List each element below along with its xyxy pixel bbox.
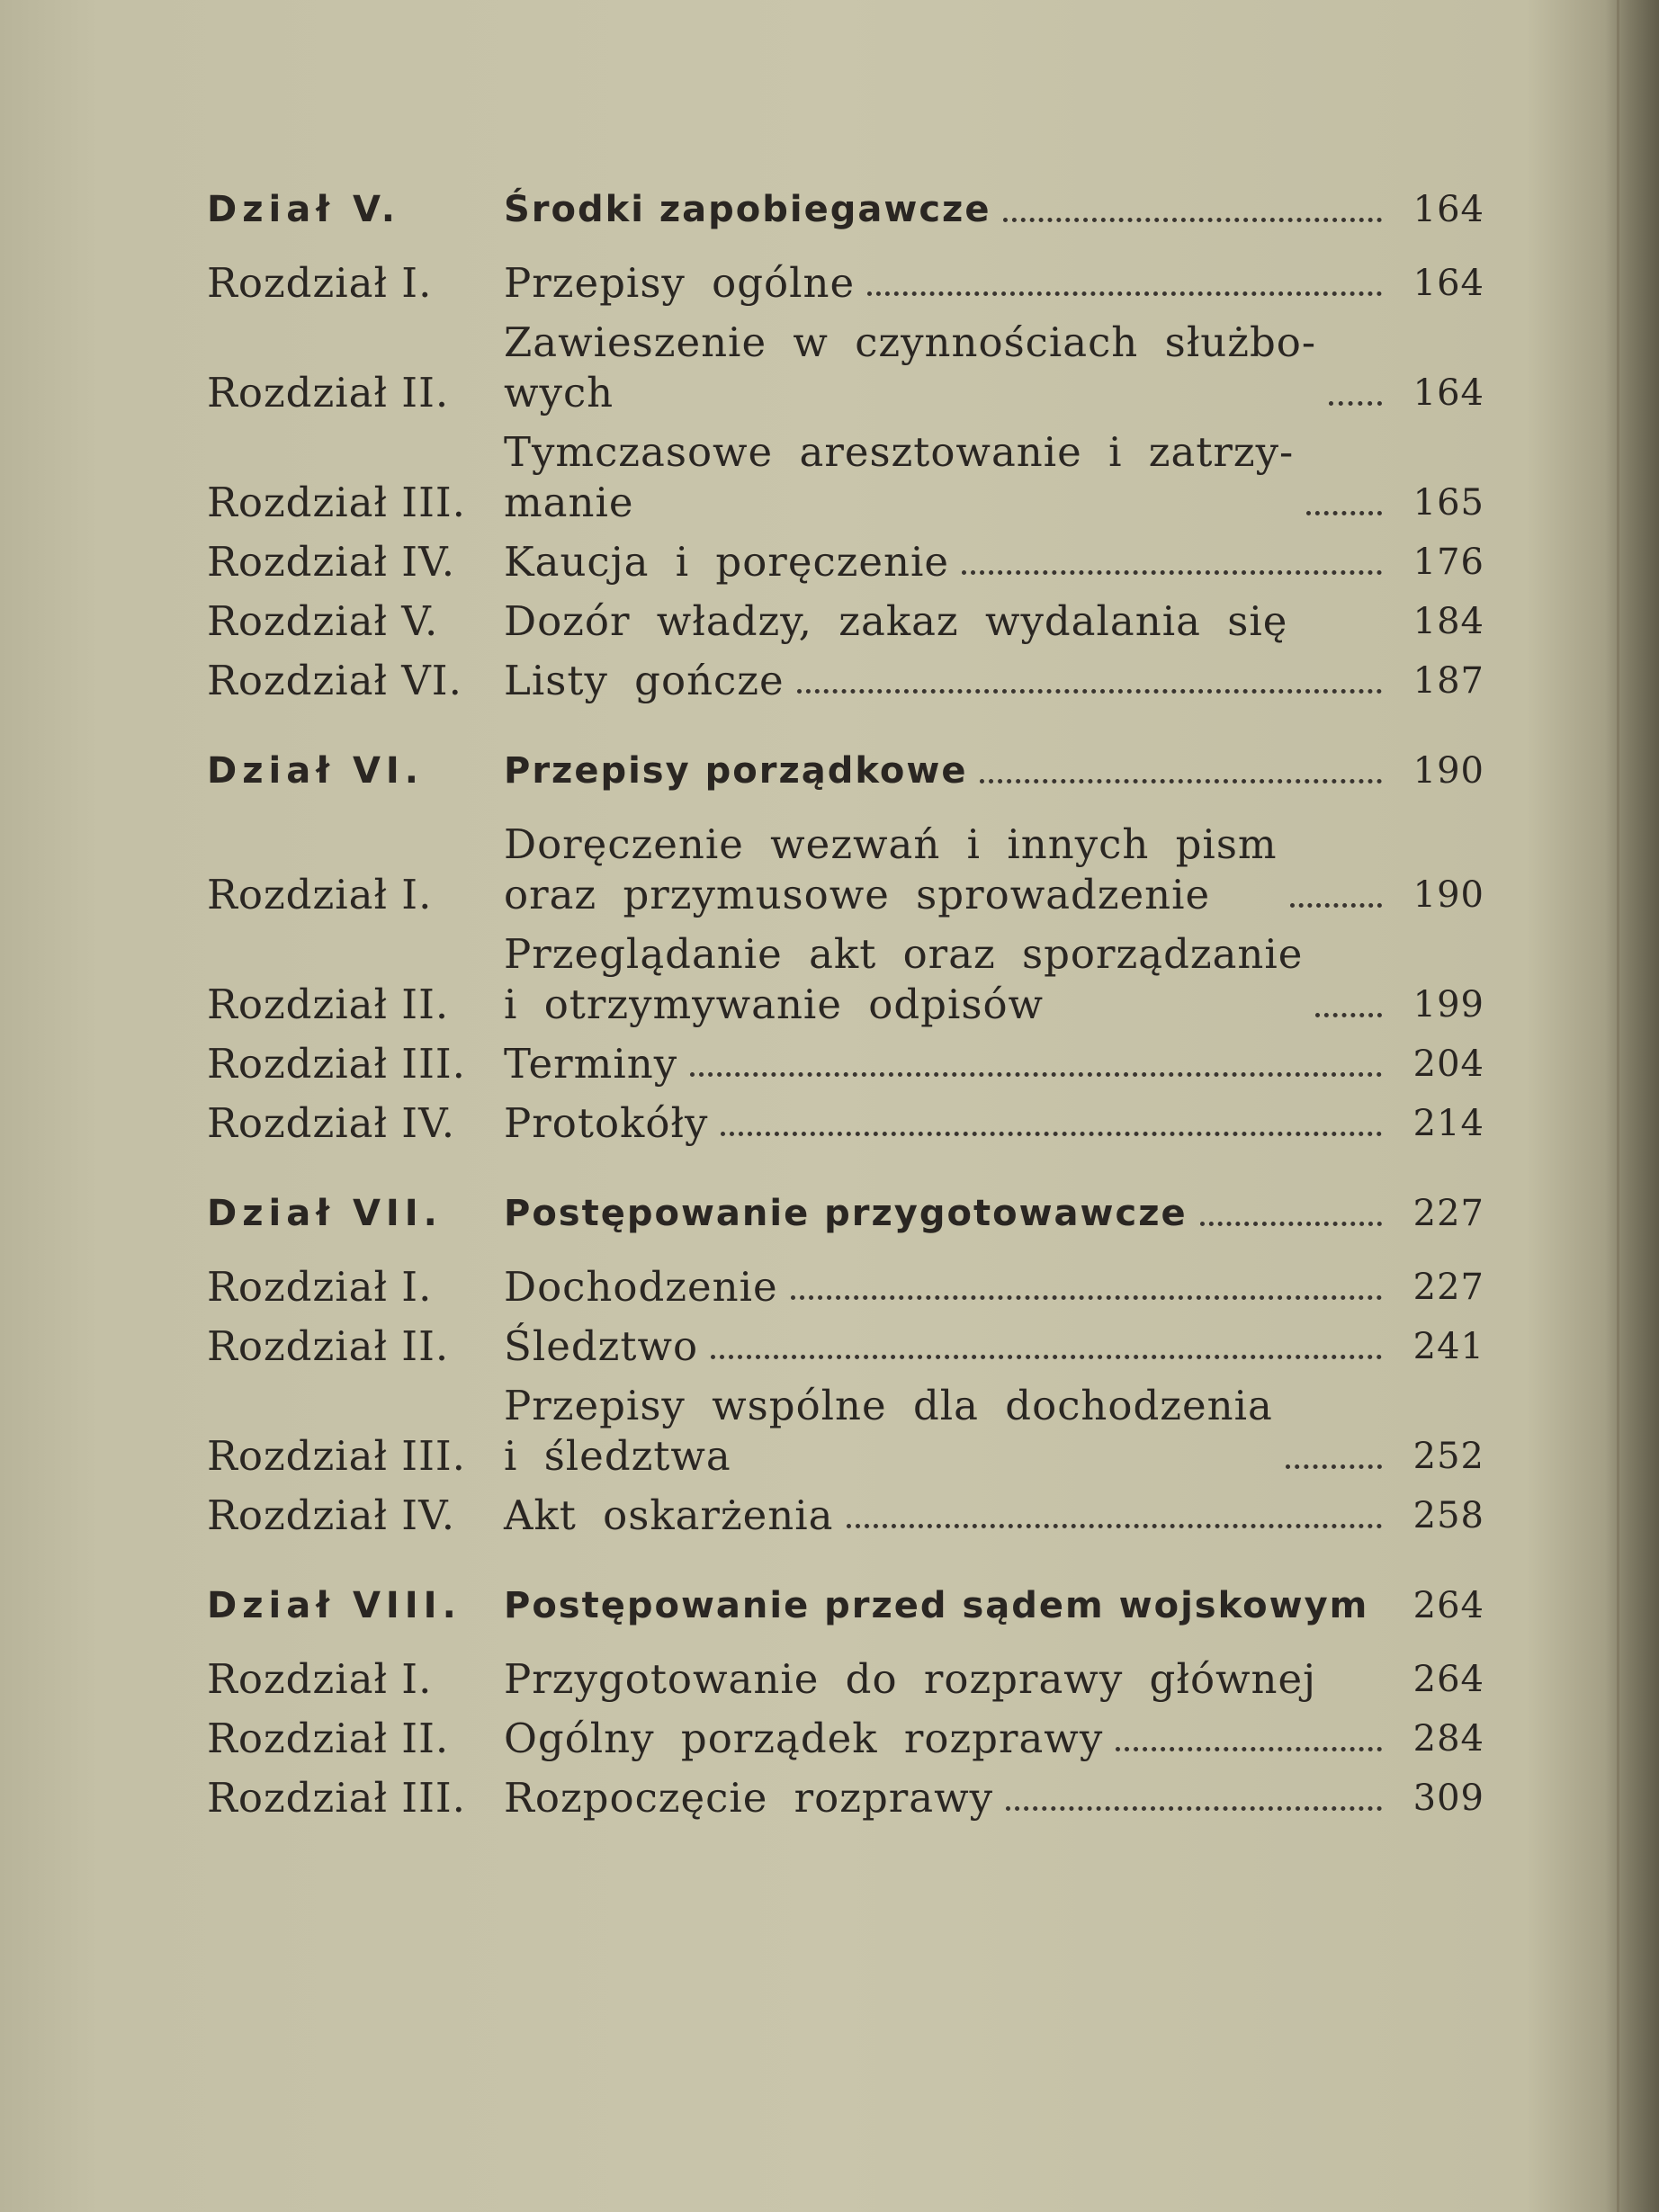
chapter-label: Rozdział IV. — [207, 1491, 456, 1539]
title-text: Przygotowanie do rozprawy głównej — [504, 1655, 1317, 1703]
chapter-label: Rozdział II. — [207, 1715, 450, 1762]
section-title — [504, 746, 1394, 796]
dot-leader — [797, 689, 1382, 694]
dot-leader — [791, 1295, 1382, 1300]
chapter-label: Rozdział VI. — [207, 657, 462, 704]
chapter-entry — [207, 1321, 1484, 1372]
dot-leader — [1286, 1464, 1382, 1469]
page-number: 204 — [1412, 1043, 1484, 1085]
title-text: Kaucja i poręczenie — [504, 538, 950, 586]
chapter-entry — [207, 656, 1484, 706]
chapter-title — [504, 656, 1394, 706]
chapter-title — [504, 1381, 1394, 1482]
page-number: 252 — [1412, 1436, 1484, 1477]
title-text: Dozór władzy, zakaz wydalania się — [504, 597, 1288, 645]
chapter-label: Rozdział IV. — [207, 538, 456, 586]
page-number: 164 — [1412, 263, 1484, 304]
title-text: Akt oskarżenia — [504, 1491, 834, 1539]
title-text: Protokóły — [504, 1099, 709, 1147]
title-text: Listy gończe — [504, 657, 785, 704]
dot-leader — [1290, 903, 1382, 908]
chapter-title — [504, 1654, 1394, 1705]
page-number: 241 — [1412, 1326, 1484, 1367]
dot-leader — [711, 1355, 1382, 1359]
title-text: Doręczenie wezwań i innych pism oraz przymusowe sprowadzenie — [504, 820, 1278, 918]
chapter-entry — [207, 318, 1484, 418]
chapter-label: Rozdział II. — [207, 981, 450, 1028]
page-number: 227 — [1412, 1267, 1484, 1308]
chapter-label: Rozdział I. — [207, 1655, 433, 1703]
section-heading — [207, 1188, 1484, 1239]
dot-leader — [690, 1072, 1382, 1077]
chapter-label: Rozdział III. — [207, 1774, 466, 1822]
page-number: 165 — [1412, 482, 1484, 524]
page-number: 176 — [1412, 542, 1484, 583]
chapter-entry — [207, 1654, 1484, 1705]
title-text: Przepisy ogólne — [504, 259, 856, 307]
chapter-title — [504, 537, 1394, 587]
chapter-label: Rozdział V. — [207, 597, 439, 645]
chapter-entry — [207, 1098, 1484, 1149]
toc-section — [207, 184, 1484, 706]
title-text: Postępowanie przed sądem wojskowym — [504, 1585, 1369, 1626]
chapter-title — [504, 258, 1394, 309]
dot-leader — [1116, 1747, 1382, 1751]
chapter-title — [504, 1098, 1394, 1149]
title-text: Tymczasowe aresztowanie i zatrzy- manie — [504, 428, 1295, 526]
page-number: 164 — [1412, 372, 1484, 414]
title-text: Przepisy porządkowe — [504, 750, 968, 792]
title-text: Terminy — [504, 1040, 678, 1088]
chapter-title — [504, 819, 1394, 920]
chapter-title — [504, 427, 1394, 528]
table-of-contents — [207, 184, 1484, 1863]
section-label: Dział VIII. — [207, 1585, 462, 1626]
chapter-label: Rozdział I. — [207, 1263, 433, 1311]
chapter-title — [504, 1714, 1394, 1764]
section-title — [504, 1188, 1394, 1239]
chapter-label: Rozdział II. — [207, 369, 450, 416]
title-text: Dochodzenie — [504, 1263, 778, 1311]
dot-leader — [1315, 1013, 1382, 1017]
section-label: Dział VII. — [207, 1193, 443, 1234]
chapter-label: Rozdział III. — [207, 1432, 466, 1480]
chapter-entry — [207, 1262, 1484, 1312]
toc-section — [207, 746, 1484, 1149]
page-fold-line — [1617, 0, 1619, 2212]
dot-leader — [1200, 1222, 1382, 1226]
dot-leader — [867, 291, 1382, 296]
chapter-entry — [207, 929, 1484, 1030]
dot-leader — [1006, 1806, 1382, 1811]
chapter-entry — [207, 1714, 1484, 1764]
chapter-title — [504, 596, 1394, 647]
chapter-title — [504, 1039, 1394, 1089]
page-number: 214 — [1412, 1103, 1484, 1144]
title-text: Śledztwo — [504, 1322, 699, 1370]
chapter-title — [504, 1773, 1394, 1823]
page-number: 258 — [1412, 1495, 1484, 1536]
chapter-entry — [207, 596, 1484, 647]
page-number: 187 — [1412, 660, 1484, 702]
chapter-entry — [207, 1039, 1484, 1089]
section-heading — [207, 746, 1484, 796]
chapter-entry — [207, 1773, 1484, 1823]
toc-section — [207, 1581, 1484, 1823]
chapter-title — [504, 929, 1394, 1030]
dot-leader — [962, 570, 1382, 575]
page-number: 264 — [1412, 1659, 1484, 1700]
dot-leader — [721, 1132, 1382, 1136]
chapter-entry — [207, 427, 1484, 528]
chapter-label: Rozdział III. — [207, 1040, 466, 1088]
chapter-label: Rozdział IV. — [207, 1099, 456, 1147]
dot-leader — [980, 779, 1382, 784]
section-label: Dział VI. — [207, 750, 424, 792]
title-text: Przepisy wspólne dla dochodzenia i śledztwa — [504, 1382, 1273, 1480]
dot-leader — [1329, 401, 1382, 406]
chapter-title — [504, 1321, 1394, 1372]
dot-leader — [847, 1524, 1383, 1528]
page-number: 190 — [1412, 750, 1484, 792]
dot-leader — [1003, 218, 1382, 222]
page-number: 309 — [1412, 1778, 1484, 1819]
chapter-title — [504, 1491, 1394, 1541]
chapter-entry — [207, 1381, 1484, 1482]
section-title — [504, 1581, 1394, 1631]
title-text: Rozpoczęcie rozprawy — [504, 1774, 994, 1822]
title-text: Przeglądanie akt oraz sporządzanie i otrzymywanie odpisów — [504, 930, 1304, 1028]
page-number: 199 — [1412, 984, 1484, 1025]
toc-section — [207, 1188, 1484, 1541]
title-text: Środki zapobiegawcze — [504, 189, 991, 230]
chapter-entry — [207, 819, 1484, 920]
page-number: 264 — [1412, 1585, 1484, 1626]
page-number: 164 — [1412, 189, 1484, 230]
chapter-entry — [207, 537, 1484, 587]
page-number: 190 — [1412, 874, 1484, 916]
chapter-label: Rozdział I. — [207, 259, 433, 307]
section-heading — [207, 1581, 1484, 1631]
dot-leader — [1306, 511, 1382, 515]
section-label: Dział V. — [207, 189, 400, 230]
chapter-title — [504, 1262, 1394, 1312]
chapter-label: Rozdział III. — [207, 479, 466, 526]
chapter-label: Rozdział I. — [207, 871, 433, 918]
title-text: Postępowanie przygotowawcze — [504, 1193, 1188, 1234]
title-text: Ogólny porządek rozprawy — [504, 1715, 1104, 1762]
page-edge-shadow — [1605, 0, 1659, 2212]
chapter-entry — [207, 1491, 1484, 1541]
chapter-entry — [207, 258, 1484, 309]
section-heading — [207, 184, 1484, 235]
chapter-label: Rozdział II. — [207, 1322, 450, 1370]
page-number: 284 — [1412, 1718, 1484, 1760]
page-number: 227 — [1412, 1193, 1484, 1234]
page-number: 184 — [1412, 601, 1484, 642]
section-title — [504, 184, 1394, 235]
chapter-title — [504, 318, 1394, 418]
title-text: Zawieszenie w czynnościach służbo- wych — [504, 318, 1317, 416]
